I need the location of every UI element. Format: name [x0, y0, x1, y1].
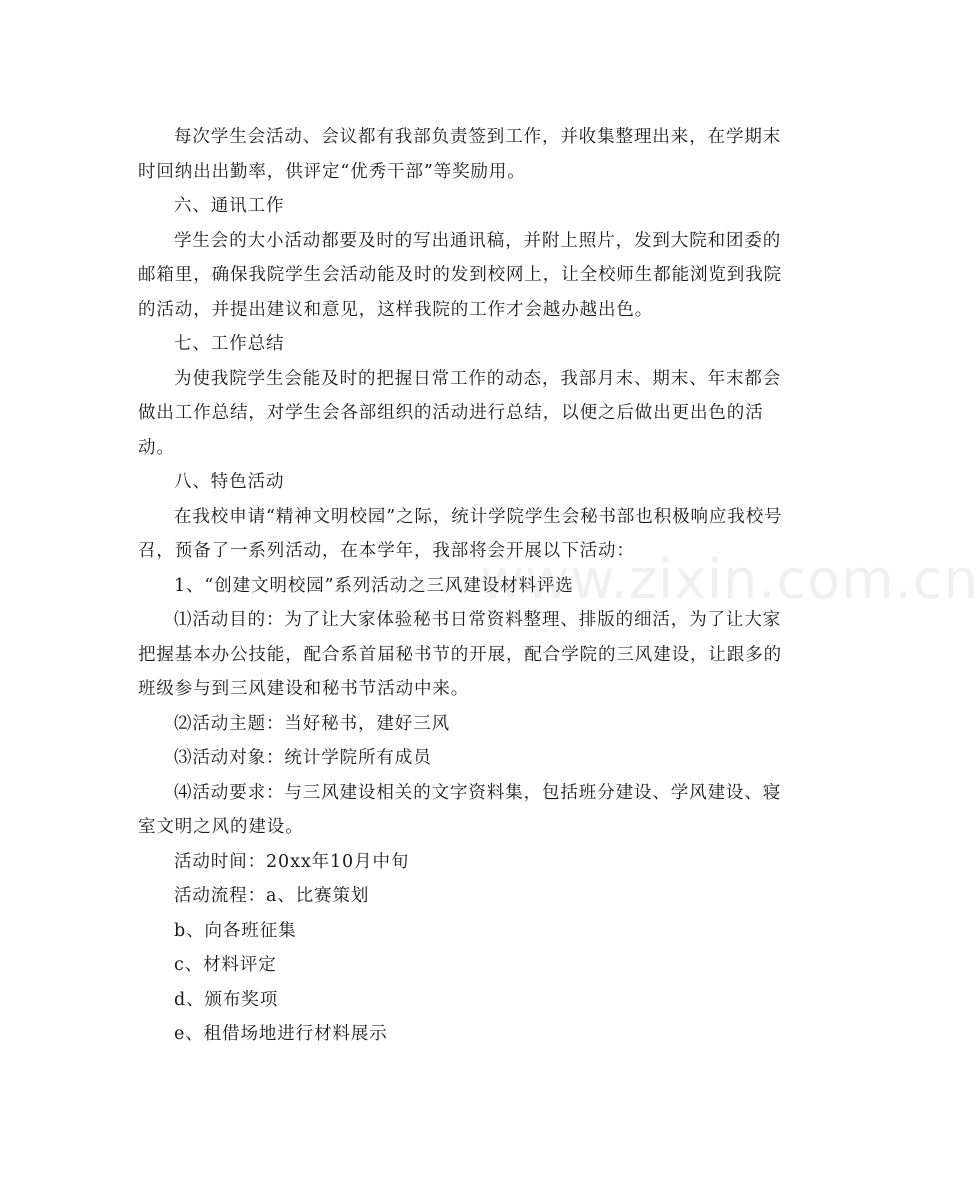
watermark: www.zixin.com.cn	[480, 548, 979, 611]
activity-theme: ⑵活动主题：当好秘书，建好三风	[174, 713, 450, 734]
heading-communication: 六、通讯工作	[174, 196, 285, 216]
paragraph-attendance: 每次学生会活动、会议都有我部负责签到工作，并收集整理出来，在学期末时回纳出出勤率，供评定“优秀干部”等奖励用。	[138, 127, 782, 182]
document-body	[138, 120, 788, 1052]
activity-purpose: ⑴活动目的：为了让大家体验秘书日常资料整理、排版的细活，为了让大家把握基本办公技能，配合系首届秘书节的开展，配合学院的三风建设，让跟多的班级参与到三风建设和秘书节活动中来。	[138, 610, 782, 699]
activity-audience: ⑶活动对象：统计学院所有成员	[174, 748, 432, 768]
process-step-e: e、租借场地进行材料展示	[174, 1024, 388, 1044]
process-step-d: d、颁布奖项	[174, 989, 279, 1010]
paragraph-communication: 学生会的大小活动都要及时的写出通讯稿，并附上照片，发到大院和团委的邮箱里，确保我院学生会活动能及时的发到校网上，让全校师生都能浏览到我院的活动，并提出建议和意见，这样我院的工作才会越办越出色。	[138, 230, 782, 320]
activity-title: 1、“创建文明校园”系列活动之三风建设材料评选	[174, 575, 574, 596]
activity-time: 活动时间：20xx年10月中旬	[174, 851, 410, 872]
heading-work-summary: 七、工作总结	[174, 334, 285, 354]
activity-process: 活动流程：a、比赛策划	[174, 886, 370, 906]
activity-requirements: ⑷活动要求：与三风建设相关的文字资料集，包括班分建设、学风建设、寝室文明之风的建设。	[138, 782, 782, 837]
paragraph-special-activities: 在我校申请“精神文明校园”之际，统计学院学生会秘书部也积极响应我校号召，预备了一系列活动，在本学年，我部将会开展以下活动：	[138, 506, 783, 561]
process-step-c: c、材料评定	[174, 955, 277, 975]
heading-special-activities: 八、特色活动	[174, 472, 285, 492]
paragraph-work-summary: 为使我院学生会能及时的把握日常工作的动态，我部月末、期末、年末都会做出工作总结，对学生会各部组织的活动进行总结，以便之后做出更出色的活动。	[138, 368, 782, 458]
process-step-b: b、向各班征集	[174, 920, 297, 941]
